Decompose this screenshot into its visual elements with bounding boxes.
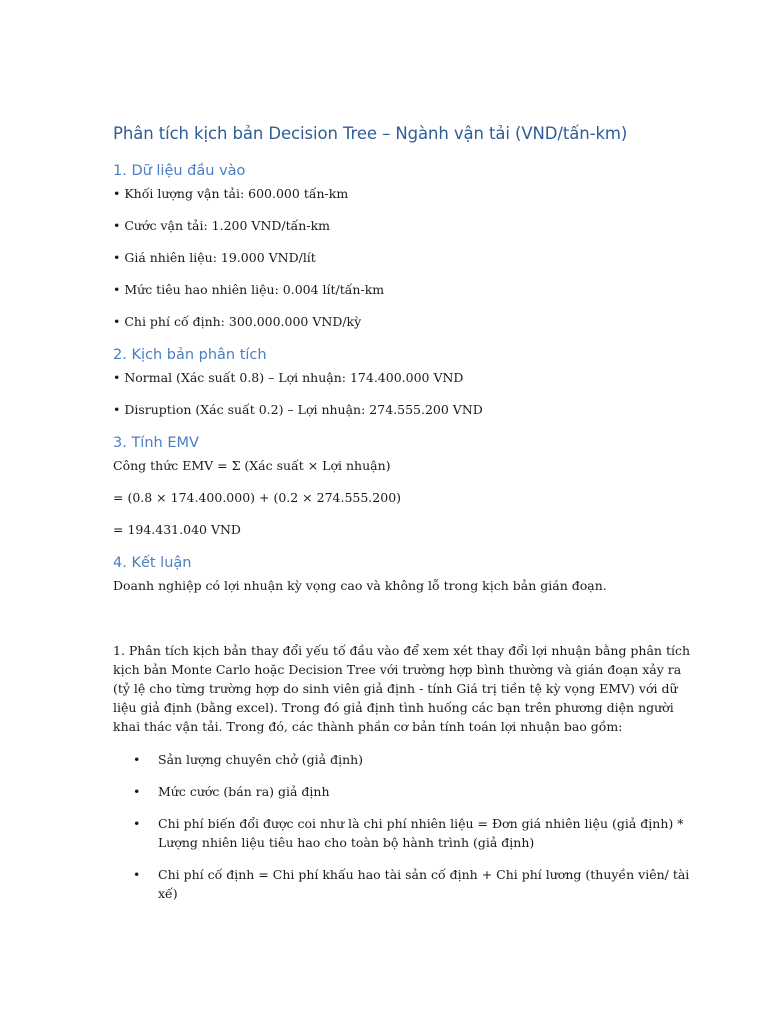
bullet-text: xế) [158, 886, 178, 901]
task-paragraph [113, 641, 691, 736]
input-item: • Mức tiêu hao nhiên liệu: 0.004 lít/tấn-km [113, 282, 385, 297]
bullet-text: Sản lượng chuyên chở (giả định) [158, 752, 364, 767]
paragraph-line: khai thác vận tải. Trong đó, các thành phần cơ bản tính toán lợi nhuận bao gồm: [113, 719, 623, 734]
section-3-heading: 3. Tính EMV [113, 435, 199, 451]
scenario-item: • Disruption (Xác suất 0.2) – Lợi nhuận: 274.555.200 VND [113, 402, 483, 417]
bullet-text: Chi phí cố định = Chi phí khấu hao tài sản cố định + Chi phí lương (thuyền viên/ tài [158, 867, 690, 882]
input-item: • Chi phí cố định: 300.000.000 VND/kỳ [113, 314, 362, 329]
bullet-marker: • [133, 784, 141, 799]
conclusion-text: Doanh nghiệp có lợi nhuận kỳ vọng cao và không lỗ trong kịch bản gián đoạn. [113, 578, 607, 593]
paragraph-line: kịch bản Monte Carlo hoặc Decision Tree với trường hợp bình thường và gián đoạn xảy ra [113, 662, 682, 677]
section-4-heading: 4. Kết luận [113, 555, 192, 571]
input-item: • Cước vận tải: 1.200 VND/tấn-km [113, 218, 330, 233]
paragraph-line: 1. Phân tích kịch bản thay đổi yếu tố đầu vào để xem xét thay đổi lợi nhuận bằng phân tích [113, 643, 691, 658]
emv-calculation: = (0.8 × 174.400.000) + (0.2 × 274.555.200) [113, 490, 402, 505]
bullet-marker: • [133, 867, 141, 882]
bullet-marker: • [133, 752, 141, 767]
scenario-item: • Normal (Xác suất 0.8) – Lợi nhuận: 174.400.000 VND [113, 370, 464, 385]
input-item: • Giá nhiên liệu: 19.000 VND/lít [113, 250, 316, 265]
section-2-heading: 2. Kịch bản phân tích [113, 347, 267, 363]
bullet-text: Mức cước (bán ra) giả định [158, 784, 330, 799]
bullet-text: Lượng nhiên liệu tiêu hao cho toàn bộ hành trình (giả định) [158, 835, 535, 850]
paragraph-line: liệu giả định (bằng excel). Trong đó giả định tình huống các bạn trên phương diện người [113, 700, 674, 715]
emv-result: = 194.431.040 VND [113, 522, 241, 537]
document-title: Phân tích kịch bản Decision Tree – Ngành vận tải (VND/tấn-km) [113, 124, 628, 143]
bullet-text: Chi phí biến đổi được coi như là chi phí nhiên liệu = Đơn giá nhiên liệu (giả định) * [158, 816, 684, 831]
paragraph-line: (tỷ lệ cho từng trường hợp do sinh viên giả định - tính Giá trị tiền tệ kỳ vọng EMV) với dữ [113, 681, 678, 696]
section-1-heading: 1. Dữ liệu đầu vào [113, 163, 246, 179]
emv-formula: Công thức EMV = Σ (Xác suất × Lợi nhuận) [113, 458, 391, 473]
input-item: • Khối lượng vận tải: 600.000 tấn-km [113, 186, 349, 201]
bullet-marker: • [133, 816, 141, 831]
